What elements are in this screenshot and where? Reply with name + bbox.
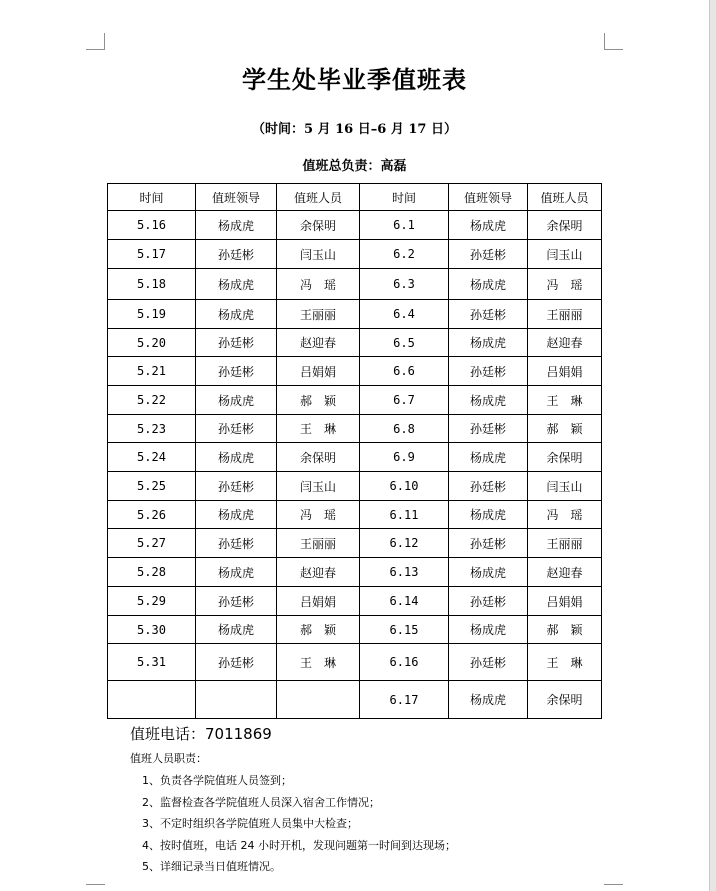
table-cell: 孙廷彬 [196, 472, 277, 501]
table-cell: 王 琳 [528, 644, 602, 681]
duty-phone: 值班电话：7011869 [130, 725, 272, 743]
table-cell: 郝 颖 [528, 415, 602, 443]
crop-mark-top-right-vertical [604, 33, 605, 50]
table-cell: 王丽丽 [277, 529, 360, 558]
table-cell: 杨成虎 [196, 558, 277, 587]
table-cell: 冯 瑶 [277, 501, 360, 529]
table-cell: 孙廷彬 [196, 644, 277, 681]
responsibility-item: 5、详细记录当日值班情况。 [142, 860, 281, 873]
table-cell: 孙廷彬 [196, 415, 277, 443]
table-cell: 杨成虎 [449, 329, 528, 357]
table-row [108, 616, 602, 644]
table-cell: 杨成虎 [196, 501, 277, 529]
table-cell: 郝 颖 [277, 616, 360, 644]
table-cell: 杨成虎 [449, 211, 528, 240]
table-cell: 6.13 [360, 558, 449, 587]
table-cell: 王 琳 [277, 644, 360, 681]
table-cell: 闫玉山 [528, 472, 602, 501]
table-cell: 孙廷彬 [449, 357, 528, 386]
table-cell: 孙廷彬 [449, 529, 528, 558]
column-header: 值班人员 [528, 184, 602, 211]
table-cell: 孙廷彬 [449, 415, 528, 443]
table-row [108, 211, 602, 240]
table-cell: 孙廷彬 [196, 357, 277, 386]
column-header: 值班人员 [277, 184, 360, 211]
table-cell: 6.1 [360, 211, 449, 240]
table-cell: 6.9 [360, 443, 449, 472]
table-cell: 余保明 [528, 443, 602, 472]
table-row [108, 472, 602, 501]
table-cell: 郝 颖 [528, 616, 602, 644]
table-cell: 孙廷彬 [196, 529, 277, 558]
duty-chief: 值班总负责：高磊 [302, 159, 407, 174]
table-row [108, 240, 602, 269]
table-cell: 孙廷彬 [449, 472, 528, 501]
table-row [108, 587, 602, 616]
table-row [108, 681, 602, 719]
table-cell: 闫玉山 [277, 472, 360, 501]
table-cell: 6.7 [360, 386, 449, 415]
table-cell [108, 681, 196, 719]
table-cell: 杨成虎 [449, 681, 528, 719]
table-cell: 杨成虎 [196, 300, 277, 329]
table-cell: 余保明 [277, 443, 360, 472]
table-row [108, 558, 602, 587]
table-cell: 5.31 [108, 644, 196, 681]
table-cell: 杨成虎 [449, 443, 528, 472]
table-cell [196, 681, 277, 719]
table-cell: 6.3 [360, 269, 449, 300]
table-cell: 闫玉山 [277, 240, 360, 269]
table-cell: 6.16 [360, 644, 449, 681]
table-cell: 6.8 [360, 415, 449, 443]
table-row [108, 443, 602, 472]
table-cell: 5.23 [108, 415, 196, 443]
table-cell: 孙廷彬 [196, 240, 277, 269]
table-cell: 赵迎春 [528, 558, 602, 587]
table-cell: 杨成虎 [449, 269, 528, 300]
table-cell: 5.19 [108, 300, 196, 329]
table-cell: 孙廷彬 [449, 587, 528, 616]
table-cell: 王丽丽 [277, 300, 360, 329]
table-cell: 5.22 [108, 386, 196, 415]
table-row [108, 529, 602, 558]
table-cell: 杨成虎 [196, 443, 277, 472]
table-cell: 王 琳 [528, 386, 602, 415]
crop-mark-bottom-left-horizontal [86, 884, 105, 885]
table-cell: 郝 颖 [277, 386, 360, 415]
responsibility-item: 3、不定时组织各学院值班人员集中大检查； [142, 817, 358, 830]
table-cell: 杨成虎 [449, 386, 528, 415]
table-cell: 吕娟娟 [277, 357, 360, 386]
responsibility-item: 1、负责各学院值班人员签到； [142, 774, 292, 787]
table-cell: 孙廷彬 [196, 329, 277, 357]
table-cell: 6.2 [360, 240, 449, 269]
table-cell: 冯 瑶 [277, 269, 360, 300]
table-row [108, 300, 602, 329]
duty-table [107, 183, 602, 719]
table-cell: 赵迎春 [277, 329, 360, 357]
table-cell: 杨成虎 [196, 616, 277, 644]
table-cell: 5.24 [108, 443, 196, 472]
table-cell: 冯 瑶 [528, 501, 602, 529]
table-cell: 杨成虎 [449, 501, 528, 529]
table-row [108, 269, 602, 300]
table-cell: 王丽丽 [528, 529, 602, 558]
table-cell: 余保明 [528, 681, 602, 719]
table-cell: 王 琳 [277, 415, 360, 443]
table-cell: 5.18 [108, 269, 196, 300]
table-cell: 孙廷彬 [449, 644, 528, 681]
table-cell: 6.15 [360, 616, 449, 644]
table-cell: 5.16 [108, 211, 196, 240]
table-cell: 6.11 [360, 501, 449, 529]
table-row [108, 644, 602, 681]
table-cell: 吕娟娟 [528, 587, 602, 616]
crop-mark-top-right-horizontal [604, 49, 623, 50]
table-cell: 5.25 [108, 472, 196, 501]
table-cell: 5.30 [108, 616, 196, 644]
column-header: 值班领导 [449, 184, 528, 211]
responsibility-item: 4、按时值班，电话 24 小时开机，发现问题第一时间到达现场； [142, 839, 456, 852]
duty-period: （时间：5 月 16 日–6 月 17 日） [252, 122, 457, 137]
table-cell: 5.26 [108, 501, 196, 529]
table-cell: 5.27 [108, 529, 196, 558]
table-cell: 冯 瑶 [528, 269, 602, 300]
table-cell: 余保明 [277, 211, 360, 240]
table-cell: 6.10 [360, 472, 449, 501]
table-cell: 杨成虎 [196, 386, 277, 415]
table-cell: 5.29 [108, 587, 196, 616]
table-row [108, 415, 602, 443]
table-cell: 杨成虎 [449, 616, 528, 644]
table-cell: 孙廷彬 [449, 300, 528, 329]
table-row [108, 357, 602, 386]
table-cell: 杨成虎 [196, 269, 277, 300]
column-header: 时间 [360, 184, 449, 211]
crop-mark-top-left-vertical [104, 33, 105, 50]
table-header-row [108, 184, 602, 211]
table-cell: 5.21 [108, 357, 196, 386]
document-title: 学生处毕业季值班表 [242, 65, 467, 94]
table-cell: 5.20 [108, 329, 196, 357]
responsibility-item: 2、监督检查各学院值班人员深入宿舍工作情况； [142, 796, 380, 809]
table-cell: 余保明 [528, 211, 602, 240]
responsibilities-title: 值班人员职责： [130, 752, 207, 765]
table-cell: 吕娟娟 [277, 587, 360, 616]
table-row [108, 386, 602, 415]
table-cell: 杨成虎 [449, 558, 528, 587]
table-cell: 吕娟娟 [528, 357, 602, 386]
crop-mark-bottom-right-horizontal [604, 884, 623, 885]
table-cell: 赵迎春 [528, 329, 602, 357]
table-cell: 6.14 [360, 587, 449, 616]
table-cell: 5.17 [108, 240, 196, 269]
table-cell: 王丽丽 [528, 300, 602, 329]
table-row [108, 501, 602, 529]
table-cell: 6.4 [360, 300, 449, 329]
column-header: 时间 [108, 184, 196, 211]
table-cell: 6.6 [360, 357, 449, 386]
table-cell: 5.28 [108, 558, 196, 587]
table-row [108, 329, 602, 357]
table-cell: 孙廷彬 [196, 587, 277, 616]
table-cell: 赵迎春 [277, 558, 360, 587]
table-cell [277, 681, 360, 719]
column-header: 值班领导 [196, 184, 277, 211]
table-cell: 杨成虎 [196, 211, 277, 240]
table-cell: 6.17 [360, 681, 449, 719]
table-cell: 闫玉山 [528, 240, 602, 269]
page-scrollbar[interactable] [709, 0, 716, 891]
table-cell: 孙廷彬 [449, 240, 528, 269]
table-cell: 6.5 [360, 329, 449, 357]
crop-mark-top-left-horizontal [86, 49, 105, 50]
table-cell: 6.12 [360, 529, 449, 558]
